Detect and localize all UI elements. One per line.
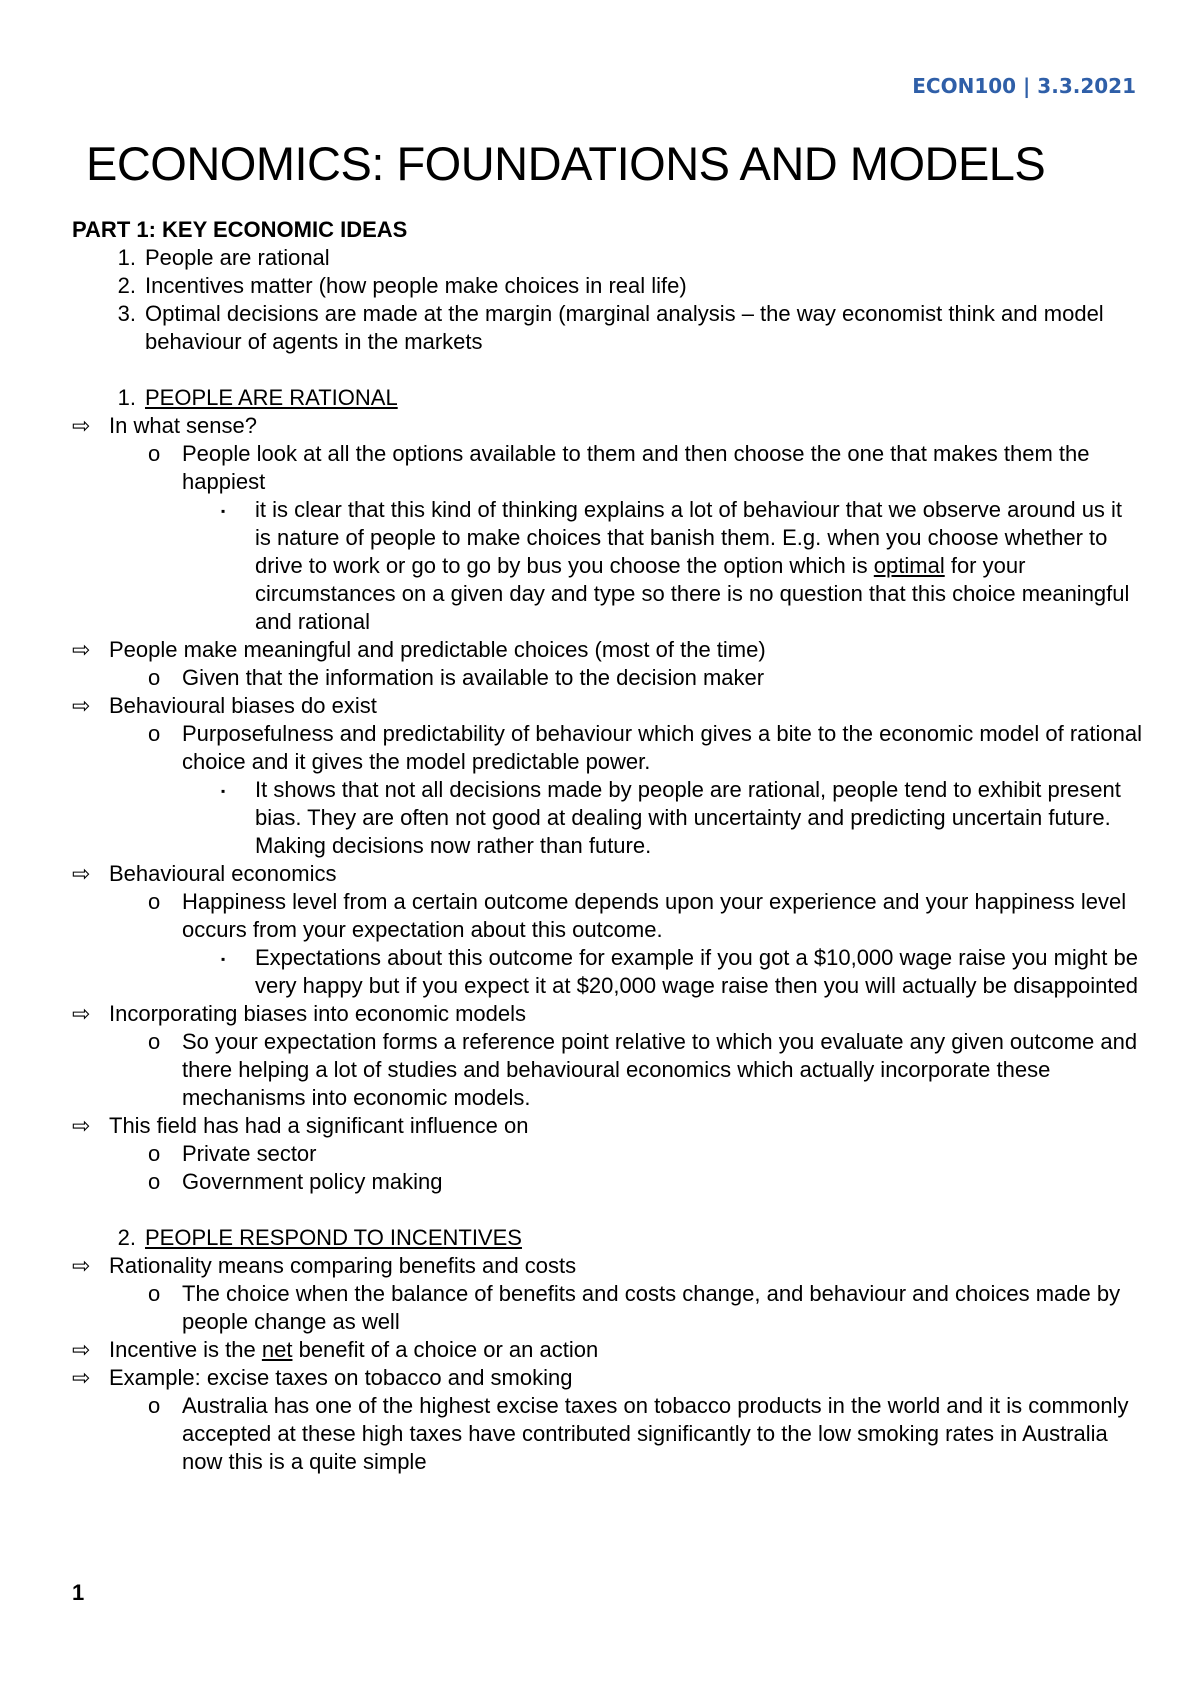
bullet-text: It shows that not all decisions made by people are rational, people tend to exhibit present bias. They are often not good at dealing with uncertainty and predicting uncertain future. Making decisions now rather than future. xyxy=(255,777,1121,858)
circle-bullet-icon: o xyxy=(148,1281,161,1306)
square-bullet xyxy=(72,776,1142,860)
page-number: 1 xyxy=(72,1580,85,1605)
arrow-bullet xyxy=(72,692,1142,720)
bullet-text: Australia has one of the highest excise taxes on tobacco products in the world and it is commonly accepted at these high taxes have contributed significantly to the low smoking rates in Australia now this is a quite simple xyxy=(182,1393,1129,1474)
bullet-text: Given that the information is available to the decision maker xyxy=(182,665,765,690)
circle-bullet xyxy=(72,1280,1142,1336)
list-item-text: Optimal decisions are made at the margin (marginal analysis – the way economist think and model behaviour of agents in the markets xyxy=(145,301,1104,354)
circle-bullet xyxy=(72,1392,1142,1476)
bullet-text: Purposefulness and predictability of behaviour which gives a bite to the economic model of rational choice and it gives the model predictable power. xyxy=(182,721,1142,774)
square-bullet-icon: ▪ xyxy=(221,952,226,966)
bullet-text: In what sense? xyxy=(109,413,257,438)
page-title: ECONOMICS: FOUNDATIONS AND MODELS xyxy=(86,137,1046,190)
circle-bullet xyxy=(72,888,1142,944)
circle-bullet xyxy=(72,720,1142,776)
list-item-text: People are rational xyxy=(145,245,330,270)
bullet-text: it is clear that this kind of thinking explains a lot of behaviour that we observe around us it is nature of people to make choices that banish them. E.g. when you choose whether to drive to work or go to go by bus you choose the option which is xyxy=(255,497,1123,578)
underlined-word: net xyxy=(261,1337,293,1362)
bullet-text: Expectations about this outcome for example if you got a $10,000 wage raise you might be very happy but if you expect it at $20,000 wage raise then you will actually be disappointed xyxy=(255,945,1138,998)
arrow-bullet xyxy=(72,636,1142,664)
circle-bullet-icon: o xyxy=(148,721,161,746)
arrow-icon: ⇨ xyxy=(72,1337,91,1362)
circle-bullet-icon: o xyxy=(148,1393,161,1418)
bullet-text: Government policy making xyxy=(182,1169,443,1194)
bullet-text: Behavioural economics xyxy=(109,861,337,886)
arrow-bullet xyxy=(72,1336,1142,1364)
bullet-text: Rationality means comparing benefits and costs xyxy=(109,1253,577,1278)
square-bullet xyxy=(72,496,1142,636)
underlined-word: optimal xyxy=(873,553,945,578)
circle-bullet xyxy=(72,440,1142,496)
bullet-text: The choice when the balance of benefits and costs change, and behaviour and choices made by people change as well xyxy=(182,1281,1121,1334)
bullet-text: Incentive is the xyxy=(109,1337,262,1362)
circle-bullet xyxy=(72,1028,1142,1112)
list-item-text: Incentives matter (how people make choices in real life) xyxy=(145,273,687,298)
circle-bullet-icon: o xyxy=(148,1029,161,1054)
arrow-bullet xyxy=(72,1000,1142,1028)
arrow-bullet xyxy=(72,1112,1142,1140)
section-number: 1. xyxy=(117,385,136,410)
bullet-text: People make meaningful and predictable choices (most of the time) xyxy=(109,637,766,662)
bullet-text: Behavioural biases do exist xyxy=(109,693,377,718)
square-bullet-icon: ▪ xyxy=(221,504,226,518)
bullet-text: Example: excise taxes on tobacco and smoking xyxy=(109,1365,573,1390)
bullet-text: People look at all the options available to them and then choose the one that makes them the happiest xyxy=(182,441,1090,494)
bullet-text: So your expectation forms a reference point relative to which you evaluate any given outcome and there helping a lot of studies and behavioural economics which actually incorporate these mechanisms into economic models. xyxy=(182,1029,1138,1110)
document-body xyxy=(72,216,1142,1476)
list-item xyxy=(72,300,1142,356)
list-number: 3. xyxy=(117,301,136,326)
section-title: PEOPLE RESPOND TO INCENTIVES xyxy=(145,1225,522,1250)
circle-bullet-icon: o xyxy=(148,441,161,466)
section-title: PEOPLE ARE RATIONAL xyxy=(145,385,398,410)
section-heading xyxy=(72,384,1142,412)
arrow-icon: ⇨ xyxy=(72,1365,91,1390)
bullet-text: for your circumstances on a given day and type so there is no question that this choice meaningful and rational xyxy=(255,553,1130,634)
list-item xyxy=(72,272,1142,300)
arrow-icon: ⇨ xyxy=(72,637,91,662)
list-item xyxy=(72,244,1142,272)
arrow-bullet xyxy=(72,412,1142,440)
circle-bullet-icon: o xyxy=(148,889,161,914)
arrow-bullet xyxy=(72,860,1142,888)
arrow-icon: ⇨ xyxy=(72,1113,91,1138)
list-number: 1. xyxy=(117,245,136,270)
arrow-bullet xyxy=(72,1252,1142,1280)
square-bullet xyxy=(72,944,1142,1000)
circle-bullet-icon: o xyxy=(148,1169,161,1194)
square-bullet-icon: ▪ xyxy=(221,784,226,798)
arrow-icon: ⇨ xyxy=(72,1001,91,1026)
circle-bullet xyxy=(72,1168,1142,1196)
circle-bullet-icon: o xyxy=(148,665,161,690)
bullet-text: Private sector xyxy=(182,1141,317,1166)
circle-bullet-icon: o xyxy=(148,1141,161,1166)
list-number: 2. xyxy=(117,273,136,298)
circle-bullet xyxy=(72,1140,1142,1168)
section-number: 2. xyxy=(117,1225,136,1250)
arrow-icon: ⇨ xyxy=(72,693,91,718)
bullet-text: Incorporating biases into economic models xyxy=(109,1001,527,1026)
circle-bullet xyxy=(72,664,1142,692)
arrow-icon: ⇨ xyxy=(72,413,91,438)
bullet-text: Happiness level from a certain outcome depends upon your experience and your happiness level occurs from your expectation about this outcome. xyxy=(182,889,1127,942)
part1-heading: PART 1: KEY ECONOMIC IDEAS xyxy=(72,217,408,242)
arrow-bullet xyxy=(72,1364,1142,1392)
arrow-icon: ⇨ xyxy=(72,861,91,886)
arrow-icon: ⇨ xyxy=(72,1253,91,1278)
bullet-text: This field has had a significant influence on xyxy=(109,1113,529,1138)
bullet-text: benefit of a choice or an action xyxy=(292,1337,599,1362)
course-date-header: ECON100 | 3.3.2021 xyxy=(912,74,1136,98)
section-heading xyxy=(72,1224,1142,1252)
